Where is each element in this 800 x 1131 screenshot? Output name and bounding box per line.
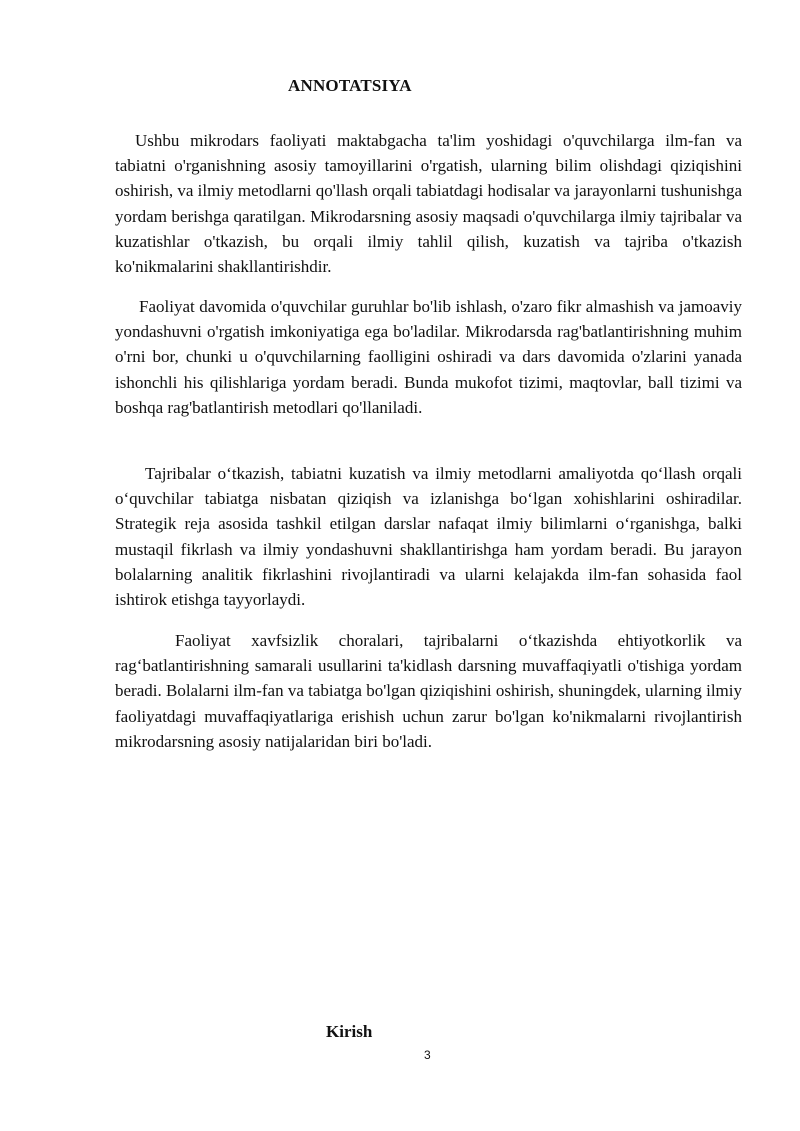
page-number: 3 [424, 1048, 431, 1062]
paragraph-2: Faoliyat davomida o'quvchilar guruhlar bo'lib ishlash, o'zaro fikr almashish va jamoaviy yondashuvni o'rgatish imkoniyatiga ega bo'ladilar. Mikrodarsda rag'batlantirishning muhim o'rni bor, chunki u o'quvchilarning faolligini oshiradi va dars davomida o'zlarini yanada ishonchli his qilishlariga yordam beradi. Bunda mukofot tizimi, maqtovlar, ball tizimi va boshqa rag'batlantirish metodlari qo'llaniladi. [115, 297, 742, 417]
section-heading-kirish: Kirish [326, 1022, 373, 1041]
paragraph-4: Faoliyat xavfsizlik choralari, tajribalarni o‘tkazishda ehtiyotkorlik va rag‘batlantirishning samarali usullarini ta'kidlash darsning muvaffaqiyatli o'tishiga yordam beradi. Bolalarni ilm-fan va tabiatga bo'lgan qiziqishini oshirish, shuningdek, ularning ilmiy faoliyatdagi muvaffaqiyatlariga erishish uchun zarur bo'lgan ko'nikmalarni rivojlantirish mikrodarsning asosiy natijalaridan biri bo'ladi. [115, 631, 742, 751]
paragraph-1: Ushbu mikrodars faoliyati maktabgacha ta'lim yoshidagi o'quvchilarga ilm-fan va tabiatni o'rganishning asosiy tamoyillarini o'rgatish, ularning bilim olishdagi qiziqishini oshirish, va ilmiy metodlarni qo'llash orqali tabiatdagi hodisalar va jarayonlarni tushunishga yordam berishga qaratilgan. Mikrodarsning asosiy maqsadi o'quvchilarga ilmiy tajribalar va kuzatishlar o'tkazish, bu orqali ilmiy tahlil qilish, kuzatish va tajriba o'tkazish ko'nikmalarini shakllantirishdir. [115, 131, 742, 277]
paragraph-3: Tajribalar o‘tkazish, tabiatni kuzatish va ilmiy metodlarni amaliyotda qo‘llash orqali o‘quvchilar tabiatga nisbatan qiziqish va izlanishga bo‘lgan xohishlarini oshiradilar. Strategik reja asosida tashkil etilgan darslar nafaqat ilmiy bilimlarni o‘rganishga, balki mustaqil fikrlash va ilmiy yondashuvni shakllantirishga ham yordam beradi. Bu jarayon bolalarning analitik fikrlashini rivojlantiradi va ularni kelajakda ilm-fan sohasida faol ishtirok etishga tayyorlaydi. [115, 464, 742, 610]
page-title: ANNOTATSIYA [288, 76, 412, 95]
